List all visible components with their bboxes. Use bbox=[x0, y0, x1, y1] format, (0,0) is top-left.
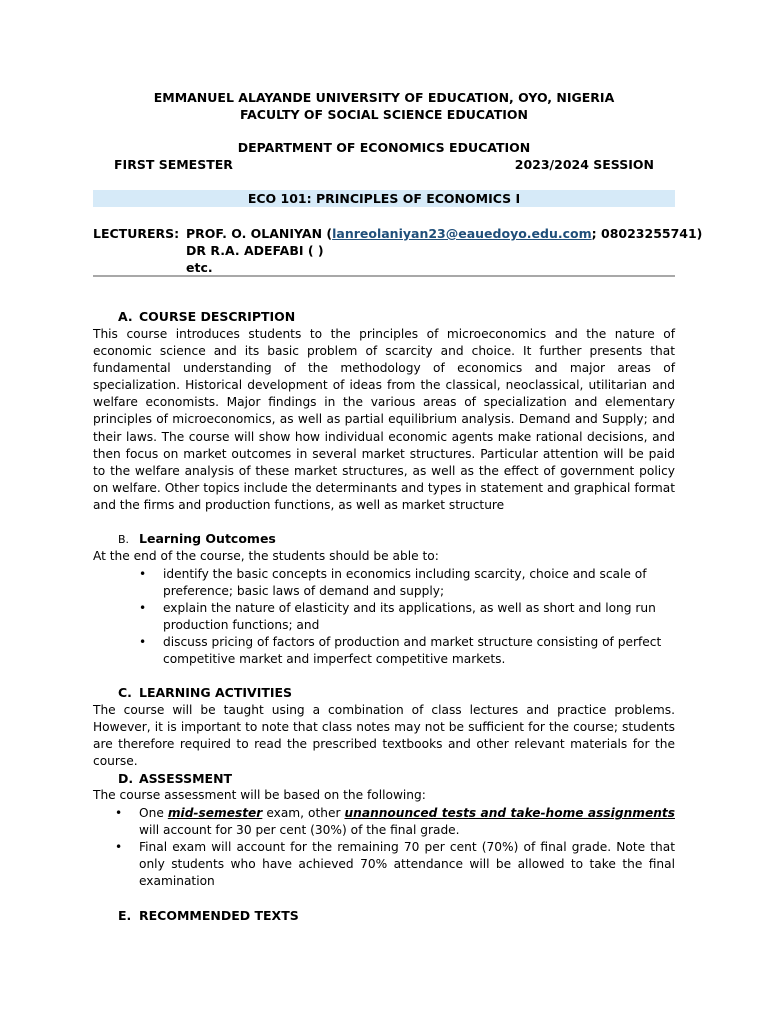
mid-semester-emphasis: mid-semester bbox=[167, 806, 263, 820]
tests-emphasis: unannounced tests and take-home assignments bbox=[344, 806, 675, 820]
section-d-title: ASSESSMENT bbox=[139, 771, 233, 786]
section-c-heading bbox=[118, 685, 292, 700]
section-a-heading bbox=[118, 309, 295, 324]
lecturers-block bbox=[93, 225, 703, 277]
lecturer-1 bbox=[186, 225, 702, 242]
lecturer-1-email-link[interactable]: lanreolaniyan23@eauedoyo.edu.com bbox=[332, 226, 592, 241]
list-item: • identify the basic concepts in economics including scarcity, choice and scale of preference; basic laws of demand and supply; bbox=[139, 567, 647, 598]
lecturer-1-name: PROF. O. OLANIYAN ( bbox=[186, 226, 333, 241]
department-name: DEPARTMENT OF ECONOMICS EDUCATION bbox=[237, 140, 531, 155]
lecturer-names bbox=[186, 225, 702, 276]
faculty-name: FACULTY OF SOCIAL SCIENCE EDUCATION bbox=[240, 107, 528, 122]
section-a-title: COURSE DESCRIPTION bbox=[139, 309, 296, 324]
list-item: • explain the nature of elasticity and its applications, as well as short and long run production functions; and bbox=[139, 601, 656, 632]
section-c-title: LEARNING ACTIVITIES bbox=[139, 685, 293, 700]
section-c-letter: C. bbox=[118, 685, 132, 700]
section-d-letter: D. bbox=[118, 771, 134, 786]
lecturer-1-phone: ; 08023255741) bbox=[591, 226, 703, 241]
learning-outcomes-intro: At the end of the course, the students should be able to: bbox=[93, 549, 439, 563]
assessment-intro: The course assessment will be based on the following: bbox=[93, 788, 426, 802]
learning-outcomes-list bbox=[139, 566, 675, 668]
lecturer-2: DR R.A. ADEFABI ( ) bbox=[186, 243, 324, 258]
section-b-letter: B. bbox=[118, 533, 130, 546]
bullet: • bbox=[115, 806, 123, 820]
section-b-title: Learning Outcomes bbox=[139, 531, 276, 546]
bullet: • bbox=[139, 567, 147, 581]
assessment-list bbox=[115, 805, 675, 890]
bullet: • bbox=[139, 635, 147, 649]
section-d-heading bbox=[118, 771, 232, 786]
bullet: • bbox=[115, 840, 123, 854]
list-item: • discuss pricing of factors of production and market structure consisting of perfect competitive market and imperfect competitive markets. bbox=[139, 635, 662, 666]
university-name: EMMANUEL ALAYANDE UNIVERSITY OF EDUCATION, OYO, NIGERIA bbox=[153, 90, 615, 105]
section-e-title: RECOMMENDED TEXTS bbox=[139, 908, 299, 923]
section-e-heading bbox=[118, 908, 299, 923]
university-header bbox=[93, 89, 675, 123]
semester-label: FIRST SEMESTER bbox=[114, 157, 233, 172]
session-label: 2023/2024 SESSION bbox=[514, 157, 654, 172]
lecturers-etc: etc. bbox=[186, 260, 213, 275]
learning-activities-text: The course will be taught using a combination of class lectures and practice problems. However, it is important to note that class notes may not be sufficient for the course; students are therefore required to read the prescribed textbooks and other relevant materials for the course. bbox=[93, 703, 675, 769]
course-description-text: This course introduces students to the principles of microeconomics and the nature of economic science and its basic problem of scarcity and choice. It further presents that fundamental understanding of the methodology of economics and major areas of specialization. Historical development of ideas from the classical, neoclassical, utilitarian and welfare economists. Major findings in the various areas of specialization and elementary principles of microeconomics, as well as partial equilibrium analysis. Demand and Supply; and their laws. The course will show how individual economic agents make rational decisions, and then focus on market outcomes in several market structures. Particular attention will be paid to the welfare analysis of these market structures, as well as the effect of government policy on welfare. Other topics include the determinants and types in statement and graphical format and the firms and production functions, as well as market structure bbox=[93, 327, 675, 512]
section-e-letter: E. bbox=[118, 908, 132, 923]
course-title: ECO 101: PRINCIPLES OF ECONOMICS I bbox=[93, 190, 675, 207]
list-item: • Final exam will account for the remaining 70 per cent (70%) of final grade. Note that only students who have achieved 70% attendance will be allowed to take the final examination bbox=[115, 840, 675, 888]
lecturers-label: LECTURERS: bbox=[93, 226, 180, 241]
section-b-heading bbox=[118, 531, 276, 546]
bullet: • bbox=[139, 601, 147, 615]
section-a-letter: A. bbox=[118, 309, 133, 324]
list-item: • One mid-semester exam, other unannounced tests and take-home assignments will account for 30 per cent (30%) of the final grade. bbox=[115, 806, 675, 837]
